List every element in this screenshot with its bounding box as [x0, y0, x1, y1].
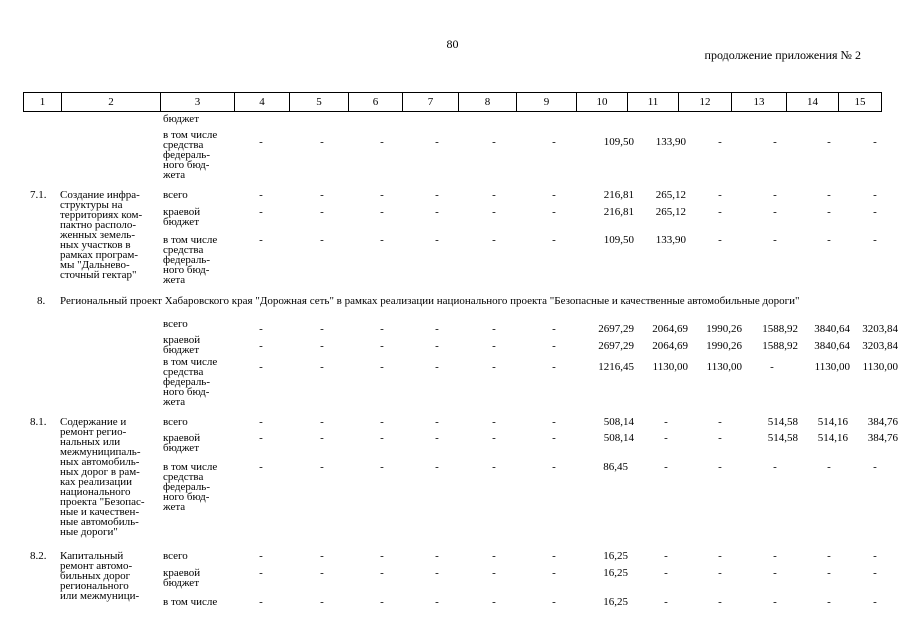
cell-col11: 2064,69: [652, 323, 688, 335]
empty-cell-dash: -: [718, 567, 722, 579]
cell-col13: 1588,92: [762, 323, 798, 335]
empty-cell-dash: -: [320, 323, 324, 335]
empty-cell-dash: -: [873, 550, 877, 562]
empty-cell-dash: -: [664, 596, 668, 608]
empty-cell-dash: -: [320, 550, 324, 562]
cell-funding-type: краевой бюджет: [163, 334, 201, 356]
cell-col10: 16,25: [603, 567, 628, 579]
col-header-4: 4: [235, 93, 290, 112]
cell-funding-type: в том числе средства федераль- ного бюд- жета: [163, 234, 218, 286]
empty-cell-dash: -: [380, 461, 384, 473]
empty-cell-dash: -: [873, 596, 877, 608]
cell-funding-type: всего: [163, 318, 188, 330]
col-header-2: 2: [62, 93, 161, 112]
empty-cell-dash: -: [320, 234, 324, 246]
empty-cell-dash: -: [552, 136, 556, 148]
empty-cell-dash: -: [259, 596, 263, 608]
col-header-11: 11: [628, 93, 679, 112]
empty-cell-dash: -: [664, 416, 668, 428]
empty-cell-dash: -: [320, 361, 324, 373]
cell-col14: 1130,00: [814, 361, 850, 373]
empty-cell-dash: -: [552, 550, 556, 562]
continuation-note: продолжение приложения № 2: [704, 48, 861, 62]
empty-cell-dash: -: [435, 206, 439, 218]
empty-cell-dash: -: [718, 550, 722, 562]
cell-col15: 1130,00: [862, 361, 898, 373]
empty-cell-dash: -: [552, 432, 556, 444]
empty-cell-dash: -: [873, 461, 877, 473]
empty-cell-dash: -: [664, 550, 668, 562]
empty-cell-dash: -: [718, 416, 722, 428]
col-header-10: 10: [577, 93, 628, 112]
empty-cell-dash: -: [259, 136, 263, 148]
empty-cell-dash: -: [259, 461, 263, 473]
empty-cell-dash: -: [435, 416, 439, 428]
empty-cell-dash: -: [492, 136, 496, 148]
empty-cell-dash: -: [827, 461, 831, 473]
cell-funding-type: краевой бюджет: [163, 206, 201, 228]
col-header-13: 13: [732, 93, 787, 112]
empty-cell-dash: -: [492, 189, 496, 201]
empty-cell-dash: -: [773, 550, 777, 562]
empty-cell-dash: -: [718, 432, 722, 444]
empty-cell-dash: -: [718, 136, 722, 148]
cell-col12: 1990,26: [706, 340, 742, 352]
cell-col10: 216,81: [603, 206, 634, 218]
cell-col10: 2697,29: [598, 323, 634, 335]
empty-cell-dash: -: [718, 234, 722, 246]
empty-cell-dash: -: [773, 206, 777, 218]
empty-cell-dash: -: [492, 206, 496, 218]
empty-cell-dash: -: [435, 323, 439, 335]
col-header-5: 5: [290, 93, 349, 112]
column-header-row: [23, 92, 882, 112]
col-header-3: 3: [161, 93, 235, 112]
col-header-12: 12: [679, 93, 732, 112]
empty-cell-dash: -: [435, 340, 439, 352]
empty-cell-dash: -: [380, 432, 384, 444]
empty-cell-dash: -: [435, 596, 439, 608]
page-number: 80: [446, 37, 459, 51]
cell-col13: 514,58: [767, 416, 798, 428]
cell-col14: 3840,64: [814, 323, 850, 335]
empty-cell-dash: -: [552, 567, 556, 579]
empty-cell-dash: -: [773, 567, 777, 579]
empty-cell-dash: -: [773, 234, 777, 246]
empty-cell-dash: -: [259, 234, 263, 246]
empty-cell-dash: -: [773, 136, 777, 148]
empty-cell-dash: -: [259, 432, 263, 444]
cell-col12: 1130,00: [706, 361, 742, 373]
cell-col10: 16,25: [603, 550, 628, 562]
cell-col11: 265,12: [655, 206, 686, 218]
empty-cell-dash: -: [552, 234, 556, 246]
row-number-8-1: 8.1.: [30, 416, 47, 428]
empty-cell-dash: -: [320, 340, 324, 352]
empty-cell-dash: -: [259, 340, 263, 352]
cell-col11: 265,12: [655, 189, 686, 201]
row-name-8-2: Капитальный ремонт автомо- бильных дорог регионального или межмуници-: [60, 550, 140, 602]
empty-cell-dash: -: [259, 567, 263, 579]
empty-cell-dash: -: [552, 361, 556, 373]
empty-cell-dash: -: [718, 596, 722, 608]
cell-col14: 3840,64: [814, 340, 850, 352]
empty-cell-dash: -: [320, 461, 324, 473]
empty-cell-dash: -: [492, 461, 496, 473]
cell-funding-type: в том числе средства федераль- ного бюд- жета: [163, 129, 218, 181]
col-header-14: 14: [787, 93, 839, 112]
empty-cell-dash: -: [664, 432, 668, 444]
cell-budget-tail: бюджет: [163, 113, 199, 125]
cell-funding-type: краевой бюджет: [163, 567, 201, 589]
empty-cell-dash: -: [873, 206, 877, 218]
cell-col14: 514,16: [817, 432, 848, 444]
empty-cell-dash: -: [827, 136, 831, 148]
cell-col13: 514,58: [767, 432, 798, 444]
row-number-7-1: 7.1.: [30, 189, 47, 201]
empty-cell-dash: -: [380, 340, 384, 352]
section-title-8: Региональный проект Хабаровского края "Дорожная сеть" в рамках реализации национального проекта "Безопасные и качественные автомобильные дороги": [60, 295, 800, 307]
col-header-9: 9: [517, 93, 577, 112]
cell-col14: 514,16: [817, 416, 848, 428]
empty-cell-dash: -: [259, 323, 263, 335]
empty-cell-dash: -: [492, 550, 496, 562]
cell-col15: 3203,84: [862, 340, 898, 352]
cell-col10: 508,14: [603, 416, 634, 428]
empty-cell-dash: -: [259, 550, 263, 562]
cell-col10: 109,50: [603, 136, 634, 148]
cell-funding-type: краевой бюджет: [163, 432, 201, 454]
empty-cell-dash: -: [492, 234, 496, 246]
empty-cell-dash: -: [259, 361, 263, 373]
empty-cell-dash: -: [492, 361, 496, 373]
empty-cell-dash: -: [380, 416, 384, 428]
empty-cell-dash: -: [380, 206, 384, 218]
empty-cell-dash: -: [435, 567, 439, 579]
empty-cell-dash: -: [259, 416, 263, 428]
row-name-7-1: Создание инфра- структуры на территориях ком- пактно располо- женных земель- ных участков в рамках програм- мы "Дальнево- сточный гектар": [60, 189, 143, 281]
cell-funding-type: всего: [163, 189, 188, 201]
empty-cell-dash: -: [492, 340, 496, 352]
empty-cell-dash: -: [320, 206, 324, 218]
empty-cell-dash: -: [827, 596, 831, 608]
empty-cell-dash: -: [435, 432, 439, 444]
cell-funding-type: всего: [163, 550, 188, 562]
empty-cell-dash: -: [380, 596, 384, 608]
col-header-7: 7: [403, 93, 459, 112]
cell-col12: 1990,26: [706, 323, 742, 335]
empty-cell-dash: -: [492, 432, 496, 444]
cell-funding-type: в том числе: [163, 596, 218, 608]
cell-col13: -: [770, 361, 774, 373]
cell-col10: 109,50: [603, 234, 634, 246]
cell-col15: 384,76: [867, 416, 898, 428]
cell-col10: 16,25: [603, 596, 628, 608]
empty-cell-dash: -: [320, 416, 324, 428]
empty-cell-dash: -: [664, 567, 668, 579]
col-header-6: 6: [349, 93, 403, 112]
empty-cell-dash: -: [320, 567, 324, 579]
empty-cell-dash: -: [320, 136, 324, 148]
cell-col10: 216,81: [603, 189, 634, 201]
empty-cell-dash: -: [718, 189, 722, 201]
empty-cell-dash: -: [873, 567, 877, 579]
empty-cell-dash: -: [827, 234, 831, 246]
empty-cell-dash: -: [435, 234, 439, 246]
cell-col11: 2064,69: [652, 340, 688, 352]
empty-cell-dash: -: [320, 189, 324, 201]
empty-cell-dash: -: [552, 461, 556, 473]
empty-cell-dash: -: [380, 567, 384, 579]
empty-cell-dash: -: [552, 323, 556, 335]
row-name-8-1: Содержание и ремонт регио- нальных или межмуниципаль- ных автомобиль- ных дорог в рам- ках реализации национального проекта "Безопас- ные и качествен- ные автомобиль- ные дороги": [60, 416, 145, 538]
empty-cell-dash: -: [320, 596, 324, 608]
empty-cell-dash: -: [492, 416, 496, 428]
empty-cell-dash: -: [552, 340, 556, 352]
empty-cell-dash: -: [873, 234, 877, 246]
empty-cell-dash: -: [492, 596, 496, 608]
cell-col10: 86,45: [603, 461, 628, 473]
empty-cell-dash: -: [380, 234, 384, 246]
empty-cell-dash: -: [552, 206, 556, 218]
empty-cell-dash: -: [435, 461, 439, 473]
empty-cell-dash: -: [259, 189, 263, 201]
empty-cell-dash: -: [827, 206, 831, 218]
empty-cell-dash: -: [552, 189, 556, 201]
empty-cell-dash: -: [873, 136, 877, 148]
empty-cell-dash: -: [827, 550, 831, 562]
empty-cell-dash: -: [320, 432, 324, 444]
empty-cell-dash: -: [773, 596, 777, 608]
col-header-15: 15: [839, 93, 882, 112]
cell-funding-type: в том числе средства федераль- ного бюд- жета: [163, 461, 218, 513]
empty-cell-dash: -: [435, 550, 439, 562]
empty-cell-dash: -: [380, 136, 384, 148]
cell-col13: 1588,92: [762, 340, 798, 352]
empty-cell-dash: -: [718, 461, 722, 473]
empty-cell-dash: -: [435, 361, 439, 373]
empty-cell-dash: -: [380, 189, 384, 201]
row-number-8: 8.: [37, 295, 46, 307]
cell-col11: 133,90: [655, 234, 686, 246]
cell-col15: 3203,84: [862, 323, 898, 335]
col-header-1: 1: [24, 93, 62, 112]
empty-cell-dash: -: [827, 567, 831, 579]
empty-cell-dash: -: [435, 136, 439, 148]
empty-cell-dash: -: [435, 189, 439, 201]
empty-cell-dash: -: [718, 206, 722, 218]
empty-cell-dash: -: [552, 596, 556, 608]
empty-cell-dash: -: [492, 567, 496, 579]
cell-funding-type: всего: [163, 416, 188, 428]
cell-col11: 1130,00: [652, 361, 688, 373]
empty-cell-dash: -: [259, 206, 263, 218]
empty-cell-dash: -: [492, 323, 496, 335]
cell-col15: 384,76: [867, 432, 898, 444]
row-number-8-2: 8.2.: [30, 550, 47, 562]
cell-col10: 2697,29: [598, 340, 634, 352]
col-header-8: 8: [459, 93, 517, 112]
empty-cell-dash: -: [380, 323, 384, 335]
cell-funding-type: в том числе средства федераль- ного бюд- жета: [163, 356, 218, 408]
empty-cell-dash: -: [827, 189, 831, 201]
empty-cell-dash: -: [380, 550, 384, 562]
empty-cell-dash: -: [873, 189, 877, 201]
empty-cell-dash: -: [773, 189, 777, 201]
empty-cell-dash: -: [380, 361, 384, 373]
cell-col11: 133,90: [655, 136, 686, 148]
empty-cell-dash: -: [773, 461, 777, 473]
empty-cell-dash: -: [664, 461, 668, 473]
cell-col10: 508,14: [603, 432, 634, 444]
cell-col10: 1216,45: [598, 361, 634, 373]
empty-cell-dash: -: [552, 416, 556, 428]
